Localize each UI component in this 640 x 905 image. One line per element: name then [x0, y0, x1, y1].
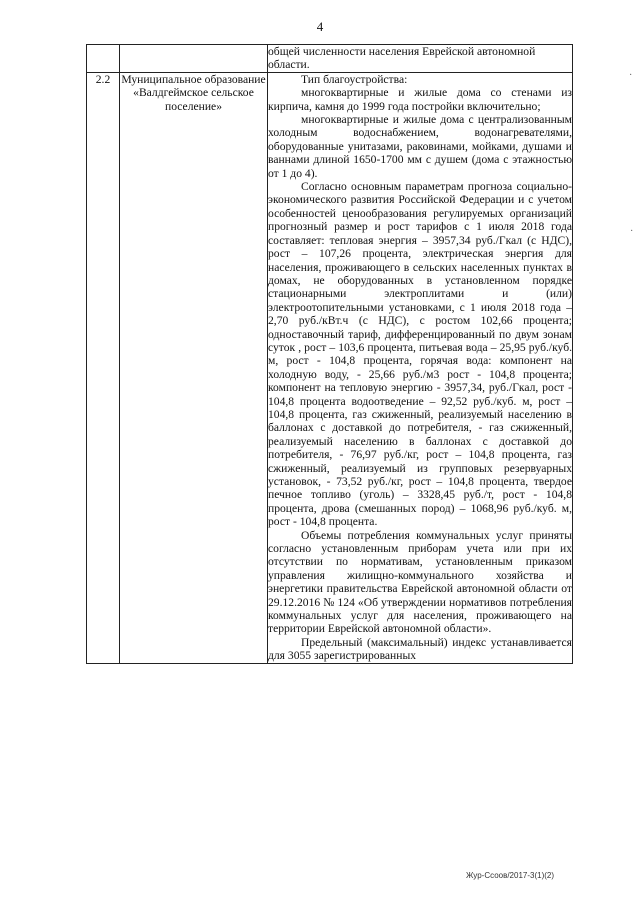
table-row-continuation: [87, 45, 573, 73]
tariff-description: [268, 72, 573, 663]
continuation-text: общей численности населения Еврейской автономной области.: [268, 45, 573, 73]
paragraph: Тип благоустройства:: [301, 72, 408, 86]
row-number: 2.2: [87, 72, 120, 663]
scan-mark: ·: [629, 70, 633, 81]
tariff-table: [86, 44, 573, 664]
row-number-cell-empty: [87, 45, 120, 73]
municipality-cell-empty: [120, 45, 268, 73]
page-number: 4: [316, 19, 324, 34]
paragraph: Согласно основным параметрам прогноза социально-экономического развития Российской Федерации и с учетом особенностей ценообразования регулируемых организаций прогнозный размер и рост тарифов с 1 июля 2018 года составляет: тепловая энергия – 3957,34 руб./Гкал (с НДС), рост – 107,26 процента, электрическая энергия для населения, проживающего в сельских населенных пунктах в домах, не оборудованных в установленном порядке стационарными электроплитами и (или) электроотопительными установками, с 1 июля 2018 года – 2,70 руб./кВт.ч (с НДС), с ростом 102,66 процента; одноставочный тариф, дифференцированный по двум зонам суток , рост – 103,6 процента, питьевая вода – 25,95 руб./куб. м, рост - 104,8 процента, горячая вода: компонент на холодную воду, - 25,66 руб./м3 рост - 104,8 процента; компонент на тепловую энергию - 3957,34, руб./Гкал, рост - 104,8 процента водоотведение – 92,52 руб./куб. м, рост – 104,8 процента, газ сжиженный, реализуемый населению в баллонах с доставкой до потребителя, - газ сжиженный, реализуемый населению в баллонах с доставкой до потребителя, - 76,97 руб./кг, рост – 104,8 процента, газ сжиженный, реализуемый из групповых резервуарных установок, - 73,52 руб./кг, рост – 104,8 процента, твердое печное топливо (уголь) – 3328,45 руб./т, рост - 104,8 процента, дрова (смешанных пород) – 1068,96 руб./куб. м, рост - 104,8 процента.: [268, 180, 572, 529]
paragraph: Предельный (максимальный) индекс устанавливается для 3055 зарегистрированных: [268, 635, 572, 663]
paragraph: многоквартирные и жилые дома со стенами из кирпича, камня до 1999 года постройки включительно;: [268, 86, 572, 113]
municipality-name: Муниципальное образование «Валдгеймское сельское поселение»: [120, 72, 268, 663]
scan-mark: ·: [630, 226, 634, 237]
paragraph: Объемы потребления коммунальных услуг приняты согласно установленным приборам учета или при их отсутствии по нормативам, установленным приказом управления жилищно-коммунального хозяйства и энергетики правительства Еврейской автономной области от 29.12.2016 № 124 «Об утверждении нормативов потребления коммунальных услуг для населения, проживающего на территории Еврейской автономной области».: [268, 528, 572, 636]
document-footer-code: Жур-Ссоов/2017-3(1)(2): [466, 871, 555, 880]
paragraph: многоквартирные и жилые дома с централизованным холодным водоснабжением, водонагревателями, оборудованные унитазами, раковинами, мойками, душами и ваннами длиной 1650-1700 мм с душем (дома с этажностью от 1 до 4).: [268, 113, 572, 180]
table-row: [87, 72, 573, 663]
